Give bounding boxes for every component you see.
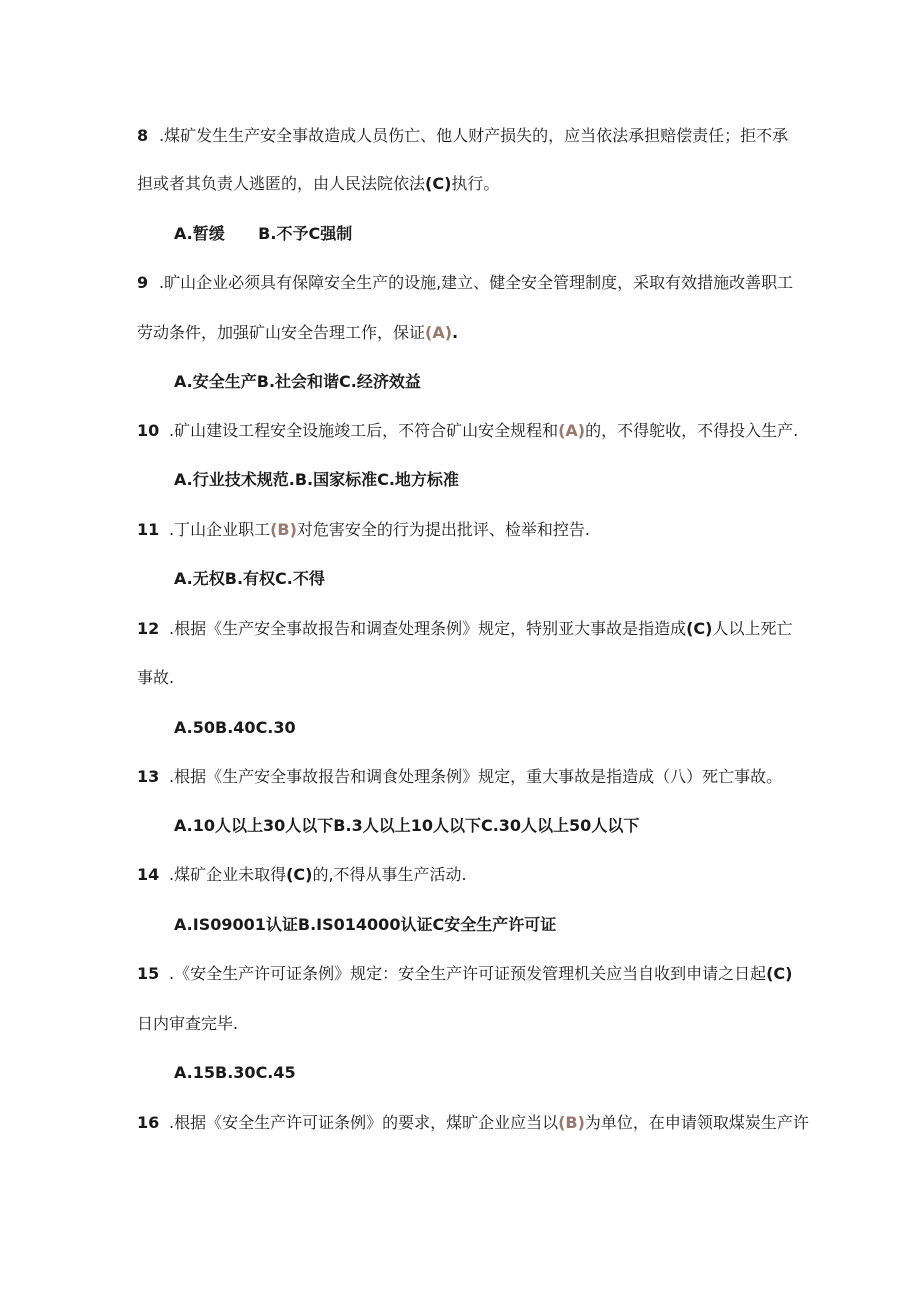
question-11 bbox=[137, 518, 590, 542]
question-number: 8 bbox=[137, 126, 149, 145]
question-15-cont: 日内审查完毕. bbox=[137, 1014, 239, 1033]
question-9-cont bbox=[137, 321, 458, 345]
answer: (B) bbox=[270, 520, 297, 539]
question-text: 担或者其负责人逃匿的，由人民法院依法 bbox=[137, 174, 426, 193]
question-10 bbox=[137, 419, 798, 443]
question-text: .根据《生产安全事故报告和调食处理条例》规定，重大事故是指造成（八）死亡事故。 bbox=[169, 767, 783, 786]
question-text: .煤矿发生生产安全事故造成人员伤亡、他人财产损失的，应当依法承担赔偿责任；拒不承 bbox=[159, 126, 789, 145]
question-number: 9 bbox=[137, 273, 149, 292]
answer: (A) bbox=[558, 421, 586, 440]
options-10: A.行业技术规范.B.国家标准C.地方标准 bbox=[174, 470, 459, 489]
question-16 bbox=[137, 1111, 809, 1135]
question-text: 对危害安全的行为提出批评、检举和控告. bbox=[296, 520, 591, 539]
question-text: .《安全生产许可证条例》规定：安全生产许可证预发管理机关应当自收到申请之日起 bbox=[169, 964, 767, 983]
question-number: 14 bbox=[137, 865, 160, 884]
options-14: A.IS09001认证B.IS014000认证C安全生产许可证 bbox=[174, 915, 557, 934]
question-text: 的,不得从事生产活动. bbox=[312, 865, 467, 884]
question-text: .丁山企业职工 bbox=[169, 520, 271, 539]
options-8: A.暂缓 B.不予C强制 bbox=[174, 224, 353, 243]
options-12: A.50B.40C.30 bbox=[174, 718, 296, 737]
question-number: 15 bbox=[137, 964, 160, 983]
question-15 bbox=[137, 962, 792, 986]
question-text: .煤矿企业未取得 bbox=[169, 865, 287, 884]
answer: (C) bbox=[425, 174, 452, 193]
question-9 bbox=[137, 271, 793, 295]
answer: (A) bbox=[425, 323, 453, 342]
answer: (B) bbox=[558, 1113, 585, 1132]
question-text: 劳动条件，加强矿山安全告理工作，保证 bbox=[137, 323, 426, 342]
question-text: 为单位，在申请领取煤炭生产许 bbox=[584, 1113, 809, 1132]
options-13: A.10人以上30人以下B.3人以上10人以下C.30人以上50人以下 bbox=[174, 816, 640, 835]
question-text: . bbox=[452, 323, 459, 342]
options-11: A.无权B.有权C.不得 bbox=[174, 569, 325, 588]
answer: (C) bbox=[286, 865, 313, 884]
question-number: 16 bbox=[137, 1113, 160, 1132]
question-number: 12 bbox=[137, 619, 160, 638]
question-number: 11 bbox=[137, 520, 160, 539]
question-8 bbox=[137, 124, 788, 148]
options-15: A.15B.30C.45 bbox=[174, 1063, 296, 1082]
question-12 bbox=[137, 617, 792, 641]
question-14 bbox=[137, 863, 467, 887]
question-number: 10 bbox=[137, 421, 160, 440]
question-text: .根据《安全生产许可证条例》的要求，煤旷企业应当以 bbox=[169, 1113, 559, 1132]
options-9: A.安全生产B.社会和谐C.经济效益 bbox=[174, 372, 421, 391]
question-13 bbox=[137, 765, 782, 789]
question-12-cont: 事故. bbox=[137, 668, 175, 687]
question-number: 13 bbox=[137, 767, 160, 786]
question-text: 的，不得鸵收，不得投入生产. bbox=[585, 421, 799, 440]
answer: (C) bbox=[766, 964, 793, 983]
question-text: .旷山企业必须具有保障安全生产的设施,建立、健全安全管理制度，采取有效措施改善职工 bbox=[159, 273, 794, 292]
answer: (C) bbox=[686, 619, 713, 638]
question-text: 人以上死亡 bbox=[712, 619, 793, 638]
question-8-cont bbox=[137, 172, 499, 196]
question-text: .根据《生产安全事故报告和调查处理条例》规定，特别亚大事故是指造成 bbox=[169, 619, 687, 638]
question-text: .矿山建设工程安全设施竣工后，不符合矿山安全规程和 bbox=[169, 421, 559, 440]
question-text: 执行。 bbox=[451, 174, 500, 193]
